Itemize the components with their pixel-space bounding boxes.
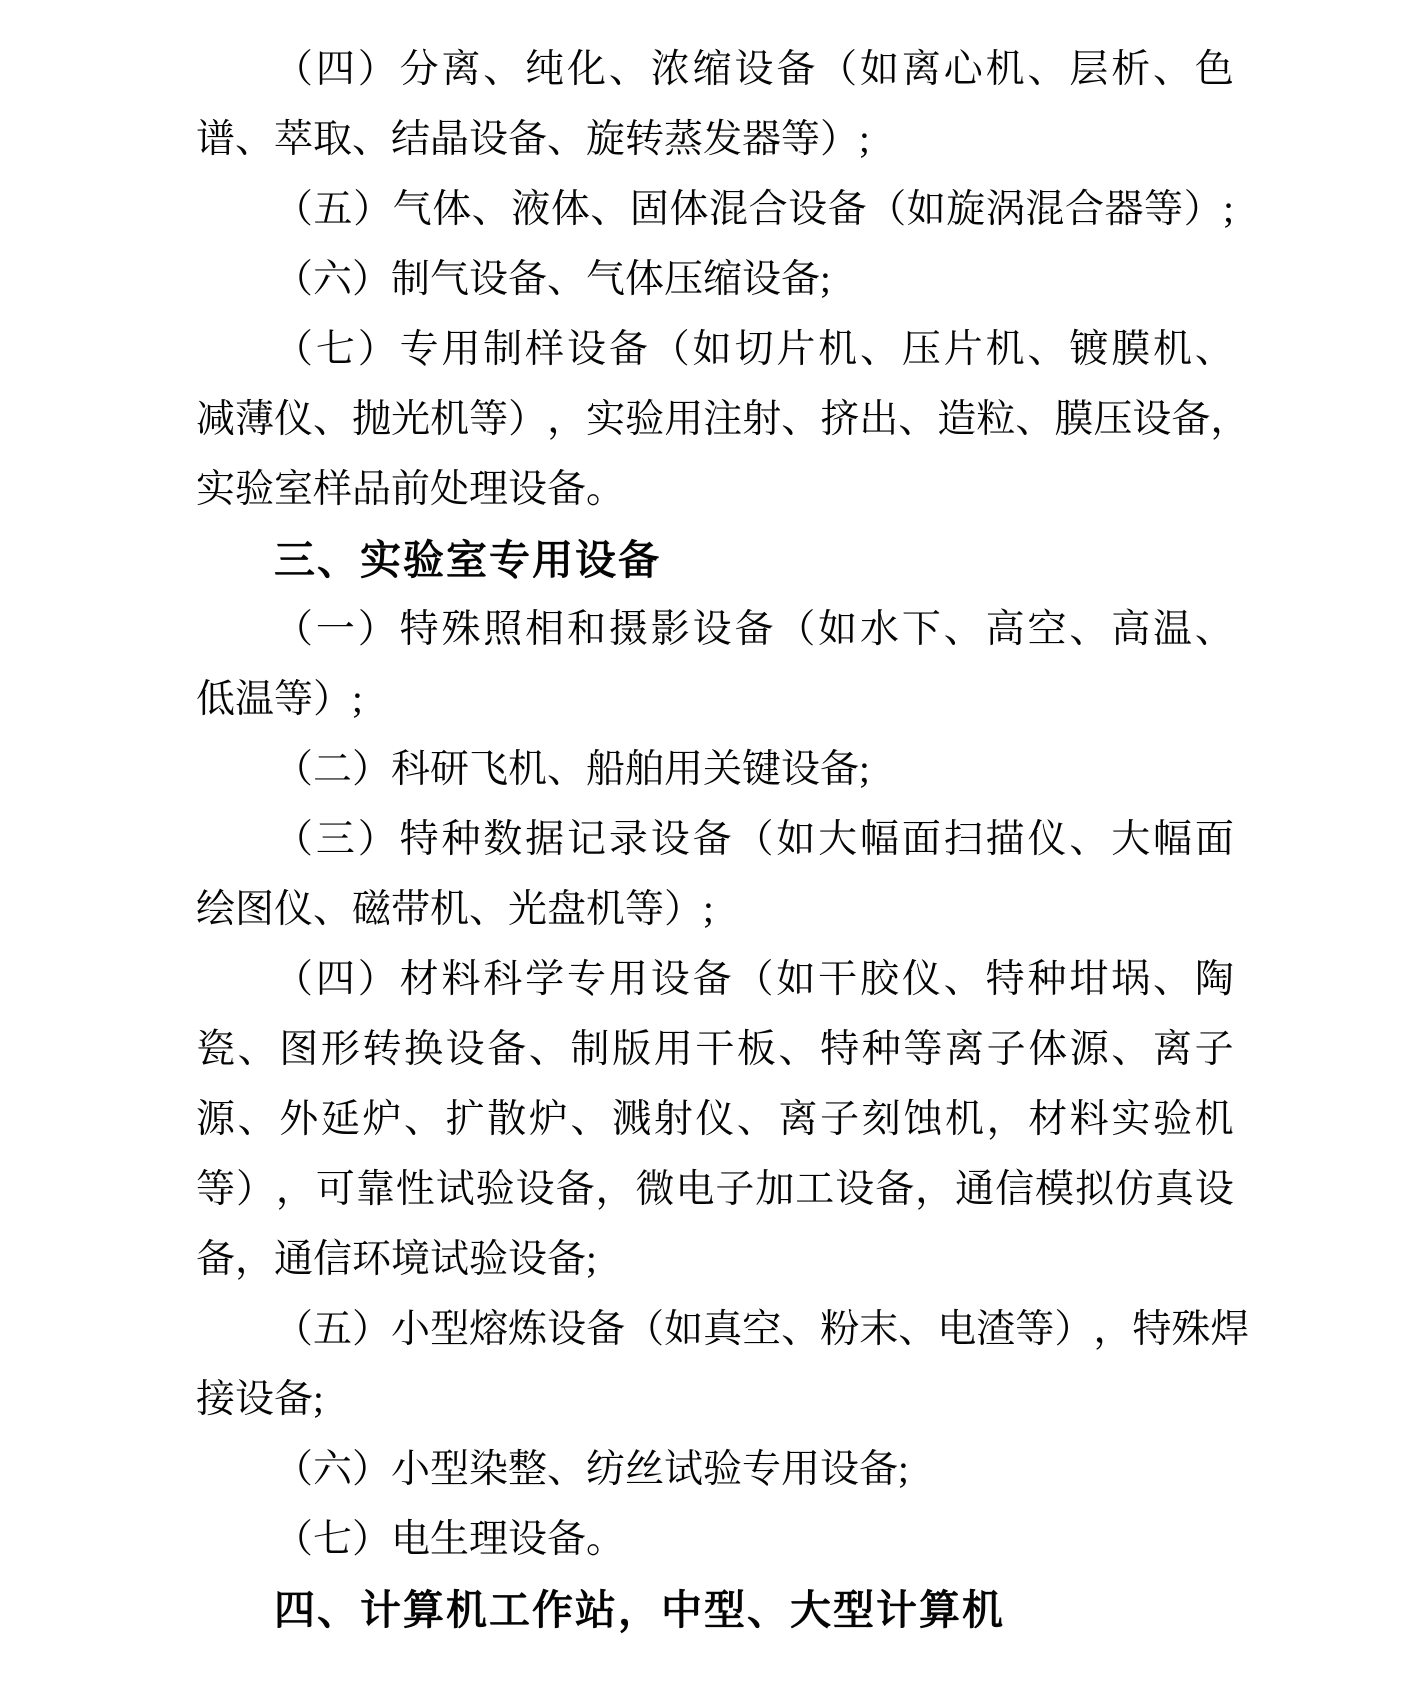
section-heading: 四、计算机工作站，中型、大型计算机 xyxy=(274,1587,1005,1633)
document-line: （ 五 ） 小 型 熔 炼 设 备 （ 如 真 空 、 粉 末 、 电 渣 等 ） ， 特 殊 焊 xyxy=(274,1308,1250,1351)
document-line: （ 五 ） 气 体 、 液 体 、 固 体 混 合 设 备 （ 如 旋 涡 混 合 器 等 ） ; xyxy=(274,188,1234,231)
document-line: （六）制气设备、气体压缩设备; xyxy=(274,258,831,301)
document-line: 备，通信环境试验设备; xyxy=(196,1238,597,1281)
document-line: 绘图仪、磁带机、光盘机等）; xyxy=(196,888,714,931)
document-line: 等 ） ， 可 靠 性 试 验 设 备 ， 微 电 子 加 工 设 备 ， 通 信 模 拟 仿 真 设 xyxy=(196,1168,1234,1211)
section-heading: 三、实验室专用设备 xyxy=(274,537,661,583)
document-line: 实验室样品前处理设备。 xyxy=(196,468,626,511)
document-line: （ 四 ） 分 离 、 纯 化 、 浓 缩 设 备 （ 如 离 心 机 、 层 析 、 色 xyxy=(274,48,1234,91)
document-line: 源 、 外 延 炉 、 扩 散 炉 、 溅 射 仪 、 离 子 刻 蚀 机 ， 材 料 实 验 机 xyxy=(196,1098,1234,1141)
document-text-block xyxy=(196,35,1250,1645)
document-line: （ 四 ） 材 料 科 学 专 用 设 备 （ 如 干 胶 仪 、 特 种 坩 埚 、 陶 xyxy=(274,958,1234,1001)
document-line: （二）科研飞机、船舶用关键设备; xyxy=(274,748,870,791)
document-line: 接设备; xyxy=(196,1378,324,1421)
document-line: 谱、萃取、结晶设备、旋转蒸发器等）; xyxy=(196,118,870,161)
document-line: （ 一 ） 特 殊 照 相 和 摄 影 设 备 （ 如 水 下 、 高 空 、 高 温 、 xyxy=(274,608,1234,651)
document-line: 瓷 、 图 形 转 换 设 备 、 制 版 用 干 板 、 特 种 等 离 子 体 源 、 离 子 xyxy=(196,1028,1234,1071)
document-line: （七）电生理设备。 xyxy=(274,1518,626,1561)
document-line: （ 七 ） 专 用 制 样 设 备 （ 如 切 片 机 、 压 片 机 、 镀 膜 机 、 xyxy=(274,328,1234,371)
document-line: 减 薄 仪 、 抛 光 机 等 ） ， 实 验 用 注 射 、 挤 出 、 造 粒 、 膜 压 设 备 ， xyxy=(196,398,1250,441)
document-line: （ 三 ） 特 种 数 据 记 录 设 备 （ 如 大 幅 面 扫 描 仪 、 大 幅 面 xyxy=(274,818,1234,861)
document-line: （六）小型染整、纺丝试验专用设备; xyxy=(274,1448,909,1491)
document-line: 低温等）; xyxy=(196,678,363,721)
